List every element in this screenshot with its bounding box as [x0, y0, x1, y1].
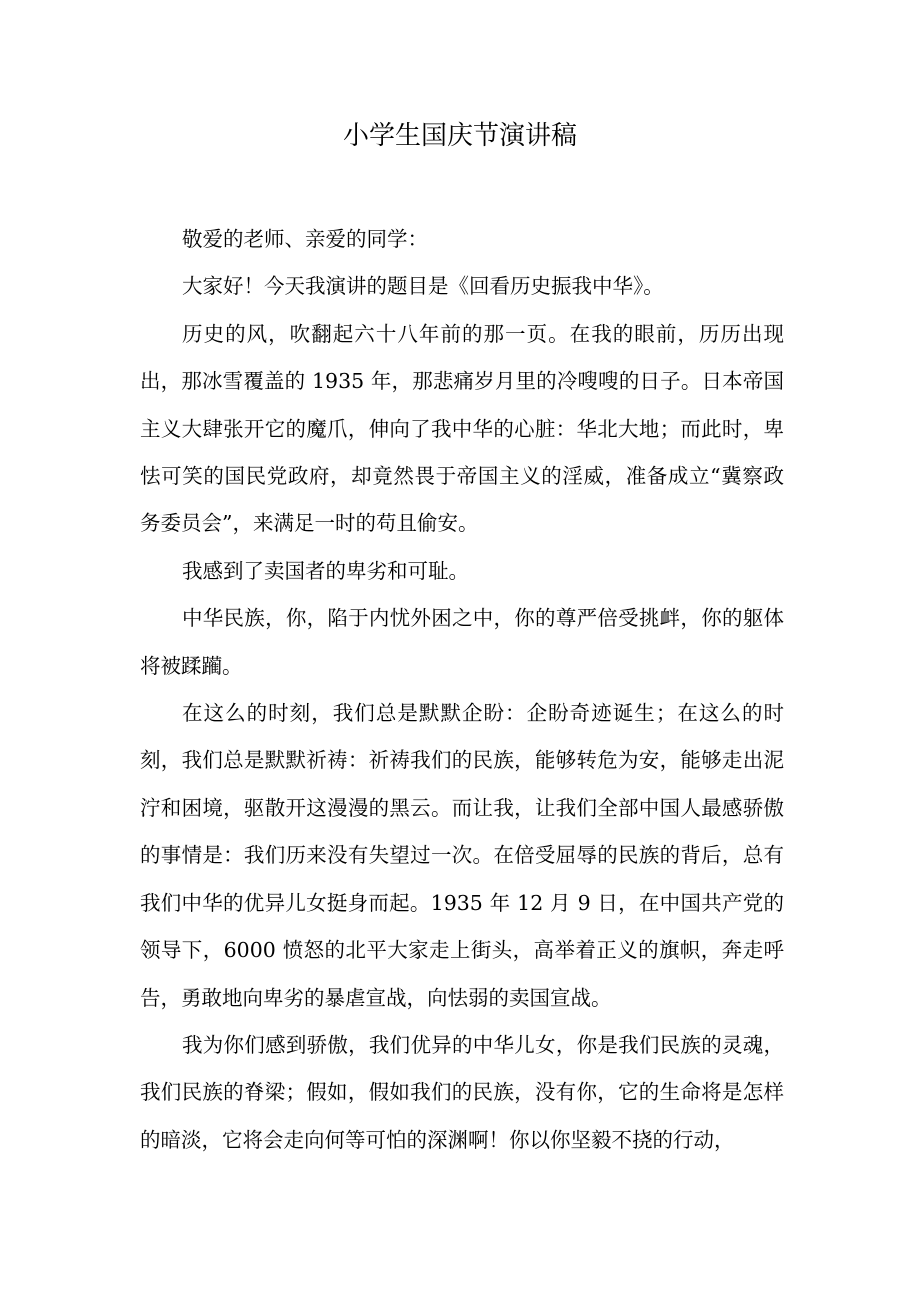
paragraph-greeting: 大家好！今天我演讲的题目是《回看历史振我中华》。 [182, 274, 664, 299]
document-title: 小学生国庆节演讲稿 [342, 121, 577, 151]
document-body [140, 216, 784, 1164]
paragraph-salutation: 敬爱的老师、亲爱的同学： [182, 227, 428, 251]
paragraph-moment: 在这么的时刻，我们总是默默企盼：企盼奇迹诞生；在这么的时刻，我们总是默默祈祷：祈祷我们的民族，能够转危为安，能够走出泥泞和困境，驱散开这漫漫的黑云。而让我，让我们全部中国人最感骄傲的事情是：我们历来没有失望过一次。在倍受屈辱的民族的背后，总有我们中华的优异儿女挺身而起。1935 年 12 月 9 日，在中国共产党的领导下，6000 愤怒的北平大家走上街头，高举着正义的旗帜，奔走呼告，勇敢地向卑劣的暴虐宣战，向怯弱的卖国宣战。 [140, 701, 784, 1010]
paragraph-shame: 我感到了卖国者的卑劣和可耻。 [182, 558, 469, 583]
paragraph-pride: 我为你们感到骄傲，我们优异的中华儿女，你是我们民族的灵魂，我们民族的脊梁；假如，假如我们的民族，没有你，它的生命将是怎样的暗淡，它将会走向何等可怕的深渊啊！你以你坚毅不挠的行动， [140, 1032, 784, 1152]
paragraph-history: 历史的风，吹翻起六十八年前的那一页。在我的眼前，历历出现出，那冰雪覆盖的 1935 年，那悲痛岁月里的冷嗖嗖的日子。日本帝国主义大肆张开它的魔爪，伸向了我中华的心脏：华北大地；而此时，卑怯可笑的国民党政府，却竟然畏于帝国主义的淫威，准备成立“冀察政务委员会”，来满足一时的苟且偷安。 [140, 321, 784, 536]
paragraph-nation: 中华民族，你，陷于内忧外困之中，你的尊严倍受挑衅，你的躯体将被蹂躏。 [140, 606, 784, 678]
